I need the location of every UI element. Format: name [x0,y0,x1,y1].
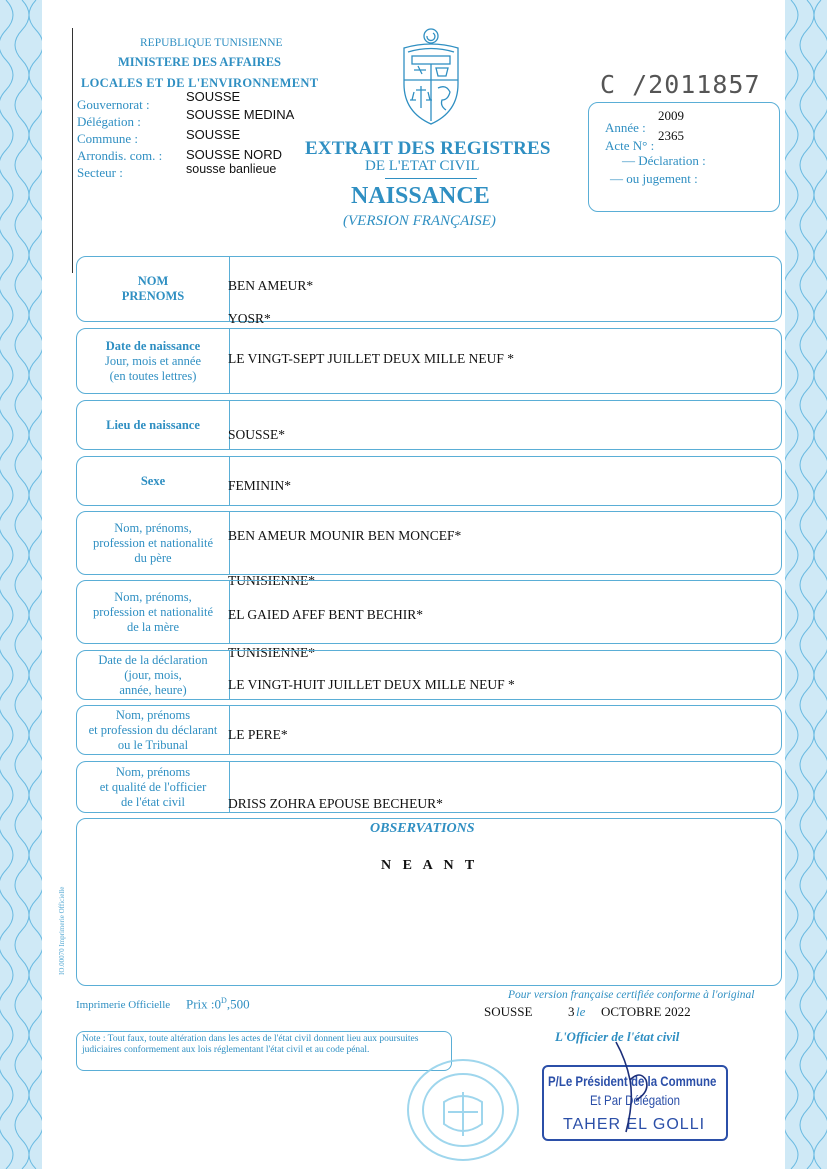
jugement-label: — ou jugement : [610,171,698,186]
gouvernorat-value: SOUSSE [186,89,241,104]
prenom-value: YOSR* [228,311,271,326]
nom-label-line1: NOM [137,274,169,288]
decl-label-line3: année, heure) [119,682,187,697]
arrondis-label: Arrondis. com. : [77,148,163,163]
republic-heading: REPUBLIQUE TUNISIENNE [140,37,283,49]
declaration-date-value: LE VINGT-HUIT JUILLET DEUX MILLE NEUF * [228,677,515,692]
commune-value: SOUSSE [186,127,241,142]
officier-label-line3: de l'état civil [120,794,186,809]
date-label-line1: Date de naissance [105,338,201,353]
mere-label-line2: profession et nationalité [92,604,214,619]
declaration-label: — Déclaration : [622,153,706,168]
prix-main: Prix :0 [186,996,222,1012]
ministry-line2: LOCALES ET DE L'ENVIRONNEMENT [81,76,319,90]
note-text: Note : Tout faux, toute altération dans les actes de l'état civil donnent lieu aux poursuites judiciaires conformement aux lois réglementant l'état civil et au code pénal. [82,1034,419,1055]
date-label-line2: Jour, mois et année [104,353,201,368]
secteur-value: sousse banlieue [186,162,277,176]
pere-label-line3: du père [134,550,172,565]
pere-label [77,512,230,574]
stamp-line1: P/Le Président de la Commune [548,1073,717,1089]
mere-label-line1: Nom, prénoms, [114,589,192,604]
decl-label-line1: Date de la déclaration [98,652,208,667]
issue-month-year: OCTOBRE 2022 [601,1004,691,1019]
annee-label: Année : [605,120,646,135]
delegation-value: SOUSSE MEDINA [186,107,295,122]
sexe-label-text: Sexe [140,473,166,488]
gouvernorat-label: Gouvernorat : [77,97,150,112]
secteur-label: Secteur : [77,165,123,180]
lieu-naissance-label [77,401,230,449]
pere-label-line1: Nom, prénoms, [114,520,192,535]
officier-label-line2: et qualité de l'officier [99,779,207,794]
pere-nationalite: TUNISIENNE* [228,573,315,588]
ministry-line1: MINISTERE DES AFFAIRES [118,55,282,69]
acte-label: Acte N° : [605,138,655,153]
declarant-label [77,706,230,754]
observations-title: OBSERVATIONS [370,821,475,836]
officier-value: DRISS ZOHRA EPOUSE BECHEUR* [228,796,443,811]
decl-label-line2: (jour, mois, [124,667,182,682]
imprimerie-label: Imprimerie Officielle [76,999,171,1011]
prix-sup: D [221,996,227,1005]
observations-box [76,818,782,986]
declarant-label-line1: Nom, prénoms [115,707,191,722]
certified-text: Pour version française certifiée conforme à l'original [508,989,755,1001]
title-main: NAISSANCE [351,183,490,209]
annee-value: 2009 [658,108,684,123]
nom-label-line2: PRENOMS [121,289,185,303]
date-naissance-value: LE VINGT-SEPT JUILLET DEUX MILLE NEUF * [228,351,514,366]
decorative-border-left [0,0,42,1169]
title-version: (VERSION FRANÇAISE) [343,213,496,229]
officier-label [77,762,230,812]
stamp-line3: TAHER EL GOLLI [563,1116,706,1133]
officier-label-line1: Nom, prénoms [115,764,191,779]
mere-value: EL GAIED AFEF BENT BECHIR* [228,607,424,622]
nom-label [77,257,230,321]
declarant-label-line2: et profession du déclarant [88,722,218,737]
declaration-date-label [77,651,230,699]
title-line1: EXTRAIT DES REGISTRES [305,138,551,159]
title-line2: DE L'ETAT CIVIL [365,158,480,174]
declarant-label-line3: ou le Tribunal [117,737,189,752]
date-label-line3: (en toutes lettres) [109,368,197,383]
acte-value: 2365 [658,128,684,143]
sexe-value: FEMININ* [228,478,291,493]
mere-label [77,581,230,643]
pere-value: BEN AMEUR MOUNIR BEN MONCEF* [228,528,462,543]
printer-code-vertical: IO.00070 Imprimerie Officielle [58,886,66,975]
issue-place: SOUSSE [484,1004,533,1019]
commune-label: Commune : [77,131,139,146]
officier-signature-title: L'Officier de l'état civil [555,1029,680,1044]
round-seal-stamp [404,1052,522,1164]
lieu-label-text: Lieu de naissance [106,417,200,432]
declarant-value: LE PERE* [228,727,288,742]
decorative-border-right [785,0,827,1169]
issue-day: 3 [568,1004,575,1019]
mere-nationalite: TUNISIENNE* [228,645,315,660]
coat-of-arms-emblem [396,26,466,128]
prix-rest: ,500 [226,996,250,1012]
prix-label [186,996,250,1012]
date-naissance-label [77,329,230,393]
mere-label-line3: de la mère [126,619,180,634]
observations-value: N E A N T [381,858,479,873]
lieu-naissance-value: SOUSSE* [228,427,286,442]
serial-number: C /2011857 [600,70,761,99]
sexe-label [77,457,230,505]
handwritten-signature [596,1040,666,1140]
nom-value: BEN AMEUR* [228,278,314,293]
arrondis-value: SOUSSE NORD [186,147,283,162]
issue-le: le [576,1004,586,1019]
delegation-label: Délégation : [77,114,141,129]
margin-line [72,28,73,273]
stamp-line2: Et Par Délégation [590,1092,680,1108]
pere-label-line2: profession et nationalité [92,535,214,550]
title-divider [385,178,477,179]
